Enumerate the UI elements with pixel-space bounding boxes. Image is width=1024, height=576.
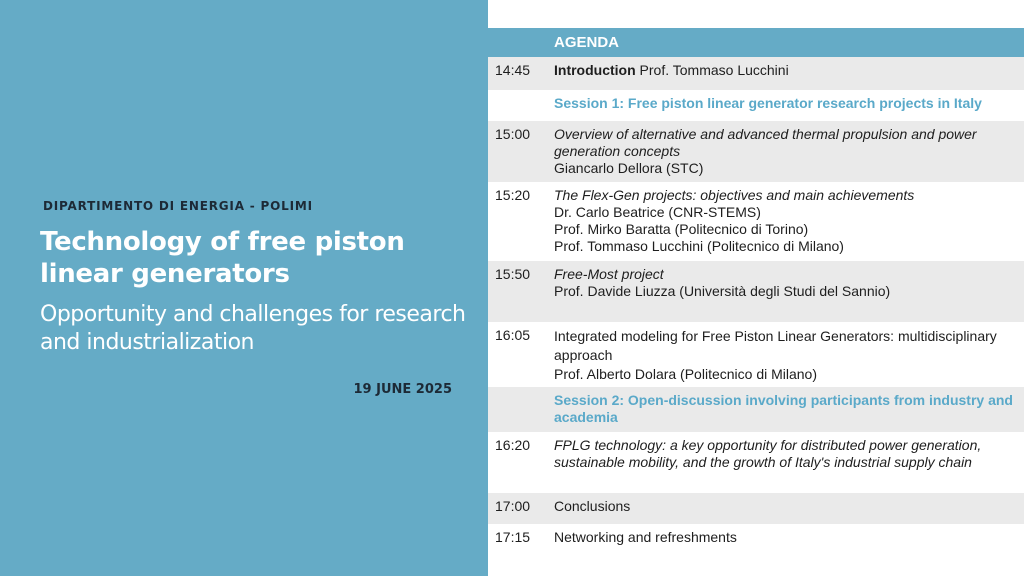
row-content [554, 182, 1024, 255]
agenda-row [488, 493, 1024, 524]
agenda-session-row [488, 90, 1024, 121]
agenda-row [488, 182, 1024, 261]
agenda-row [488, 121, 1024, 182]
row-time: 16:05 [495, 327, 531, 343]
row-title: Overview of alternative and advanced thermal propulsion and power generation concepts [554, 126, 977, 159]
cover-panel [0, 0, 488, 576]
row-speaker: Prof. Alberto Dolara (Politecnico di Milano) [554, 366, 818, 382]
row-speaker: Dr. Carlo Beatrice (CNR-STEMS) [554, 204, 761, 220]
event-subtitle: Opportunity and challenges for research and industrialization [40, 302, 466, 355]
event-title: Technology of free piston linear generators [40, 227, 405, 289]
row-time: 15:20 [495, 187, 531, 203]
row-speaker: Prof. Tommaso Lucchini (Politecnico di Milano) [554, 238, 844, 254]
agenda-row [488, 57, 1024, 90]
department-label: DIPARTIMENTO DI ENERGIA - POLIMI [43, 199, 313, 213]
agenda-row [488, 432, 1024, 493]
agenda-session-row [488, 387, 1024, 432]
row-time: 17:00 [495, 498, 531, 514]
agenda-row [488, 322, 1024, 387]
row-title: Conclusions [554, 498, 631, 514]
agenda-table [488, 28, 1024, 555]
row-content [554, 261, 1024, 300]
agenda-row [488, 524, 1024, 555]
row-content [554, 57, 1024, 79]
row-title: Free-Most project [554, 266, 664, 282]
row-content [554, 322, 1024, 384]
row-time: 16:20 [495, 437, 531, 453]
row-time: 15:50 [495, 266, 531, 282]
session-title: Session 2: Open-discussion involving participants from industry and academia [554, 392, 1013, 425]
row-time: 15:00 [495, 126, 531, 142]
row-title: Networking and refreshments [554, 529, 737, 545]
row-title: FPLG technology: a key opportunity for distributed power generation, sustainable mobility, and the growth of Italy's industrial supply chain [554, 437, 982, 470]
agenda-row [488, 261, 1024, 322]
row-title: Integrated modeling for Free Piston Linear Generators: multidisciplinary approach [554, 328, 997, 363]
row-title: The Flex-Gen projects: objectives and main achievements [554, 187, 915, 203]
row-speaker: Prof. Mirko Baratta (Politecnico di Torino) [554, 221, 809, 237]
row-speaker: Giancarlo Dellora (STC) [554, 160, 704, 176]
row-speaker: Prof. Tommaso Lucchini [639, 62, 789, 78]
row-speaker: Prof. Davide Liuzza (Università degli Studi del Sannio) [554, 283, 891, 299]
event-date: 19 JUNE 2025 [353, 382, 452, 397]
row-content [554, 121, 1024, 177]
session-title: Session 1: Free piston linear generator research projects in Italy [554, 95, 982, 111]
row-time: 14:45 [495, 62, 531, 78]
agenda-header: AGENDA [488, 28, 1024, 57]
row-title: Introduction [554, 62, 636, 78]
row-time: 17:15 [495, 529, 531, 545]
